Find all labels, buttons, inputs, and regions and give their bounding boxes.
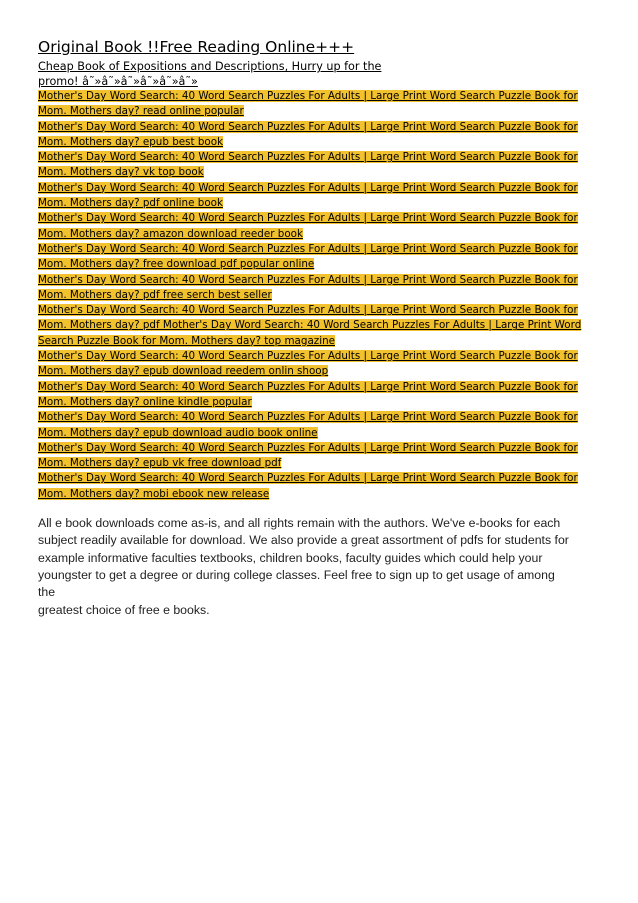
- book-link[interactable]: Mother's Day Word Search: 40 Word Search Puzzles For Adults | Large Print Word Search Puzzle Book for Mom. Mothers day? amazon download reeder book: [38, 212, 578, 240]
- book-link[interactable]: Mother's Day Word Search: 40 Word Search Puzzles For Adults | Large Print Word Search Puzzle Book for Mom. Mothers day? mobi ebook new release: [38, 472, 578, 500]
- book-link[interactable]: Mother's Day Word Search: 40 Word Search Puzzles For Adults | Large Print Word Search Puzzle Book for Mom. Mothers day? epub download audio book online: [38, 411, 578, 439]
- book-link[interactable]: Mother's Day Word Search: 40 Word Search Puzzles For Adults | Large Print Word Search Puzzle Book for Mom. Mothers day? epub best book: [38, 120, 578, 148]
- disclaimer-line: greatest choice of free e books.: [38, 602, 210, 617]
- subtitle[interactable]: [38, 59, 418, 89]
- book-link[interactable]: Mother's Day Word Search: 40 Word Search Puzzles For Adults | Large Print Word Search Puzzle Book for Mom. Mothers day? read online popular: [38, 90, 578, 118]
- disclaimer-line: subject readily available for download. We also provide a great assortment of pdfs for students for: [38, 533, 569, 548]
- book-link[interactable]: Mother's Day Word Search: 40 Word Search Puzzles For Adults | Large Print Word Search Puzzle Book for Mom. Mothers day? pdf online book: [38, 181, 578, 210]
- book-link[interactable]: Mother's Day Word Search: 40 Word Search Puzzles For Adults | Large Print Word Search Puzzle Book for Mom. Mothers day? vk top book: [38, 151, 578, 179]
- disclaimer-line: the: [38, 585, 56, 600]
- page-title: Original Book !!Free Reading Online+++: [38, 38, 355, 56]
- document-page: [38, 38, 600, 619]
- book-link[interactable]: Mother's Day Word Search: 40 Word Search Puzzles For Adults | Large Print Word Search Puzzle Book for Mom. Mothers day? epub download reedem onlin shoop: [38, 350, 578, 378]
- disclaimer-line: youngster to get a degree or during college classes. Feel free to sign up to get usage of among: [38, 567, 555, 582]
- book-link[interactable]: Mother's Day Word Search: 40 Word Search Puzzles For Adults | Large Print Word Search Puzzle Book for Mom. Mothers day? pdf free serch best seller: [38, 273, 578, 301]
- book-link[interactable]: Mother's Day Word Search: 40 Word Search Puzzles For Adults | Large Print Word Search Puzzle Book for Mom. Mothers day? online kindle popular: [38, 380, 578, 408]
- book-link[interactable]: Mother's Day Word Search: 40 Word Search Puzzles For Adults | Large Print Word Search Puzzle Book for Mom. Mothers day? epub vk free download pdf: [38, 441, 578, 470]
- subtitle-line-1: Cheap Book of Expositions and Descriptions, Hurry up for the: [38, 60, 382, 73]
- link-list: [38, 89, 600, 502]
- book-link[interactable]: Mother's Day Word Search: 40 Word Search Puzzles For Adults | Large Print Word Search Puzzle Book for Mom. Mothers day? free download pdf popular online: [38, 242, 578, 271]
- subtitle-line-2: promo! â˜»â˜»â˜»â˜»â˜»â˜»: [38, 75, 198, 88]
- disclaimer-line: All e book downloads come as-is, and all rights remain with the authors. We've e-books for each: [38, 516, 561, 531]
- disclaimer-paragraph: [38, 515, 600, 619]
- disclaimer-line: example informative faculties textbooks, children books, faculty guides which could help your: [38, 550, 543, 565]
- book-link[interactable]: Mother's Day Word Search: 40 Word Search Puzzles For Adults | Large Print Word Search Puzzle Book for Mom. Mothers day? pdf Mother's Day Word Search: 40 Word Search Puzzles For Adults | Large Print Word Search Puzzle Book for Mom. Mothers day? top magazine: [38, 304, 582, 347]
